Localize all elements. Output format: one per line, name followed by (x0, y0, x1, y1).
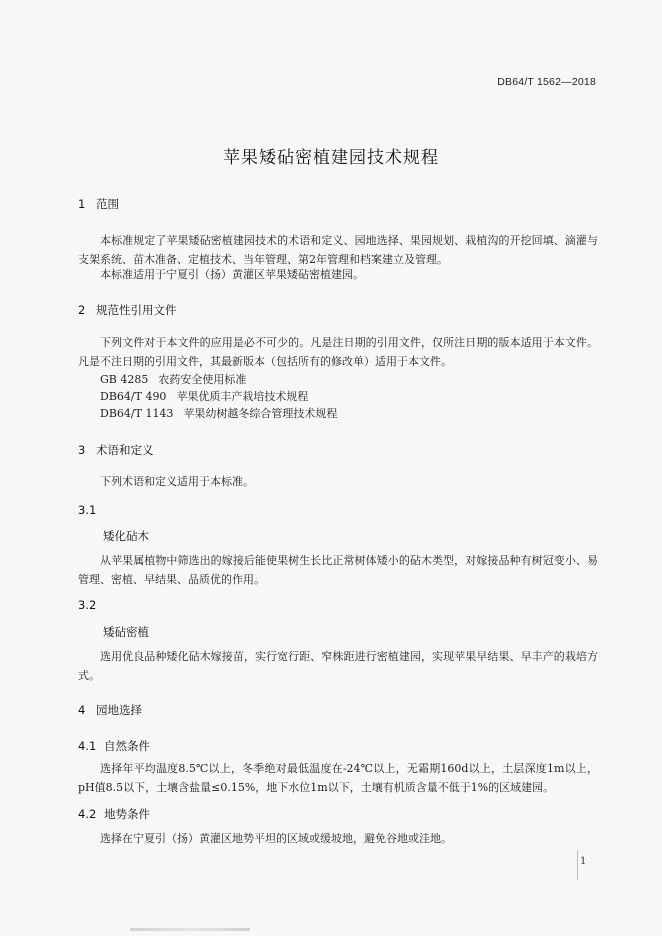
standard-code: DB64/T 1562—2018 (497, 76, 596, 88)
reference-title: 苹果优质丰产栽培技术规程 (176, 390, 309, 403)
subsection-4-1-heading (78, 738, 150, 754)
term-number-3-1: 3.1 (78, 503, 97, 517)
subsection-number: 4.2 (78, 807, 97, 821)
reference-title: 农药安全使用标准 (158, 373, 247, 386)
scan-edge-line (577, 850, 578, 880)
term-number-3-2: 3.2 (78, 598, 97, 612)
section-title: 范围 (96, 197, 119, 211)
section-number: 1 (78, 197, 86, 211)
scope-paragraph-2: 本标准适用于宁夏引（扬）黄灌区苹果矮砧密植建园。 (100, 268, 364, 281)
scan-bottom-artifact (130, 928, 250, 931)
section-4-heading (78, 702, 142, 718)
page-number: 1 (580, 856, 587, 867)
section-number: 2 (78, 303, 86, 317)
section-title: 规范性引用文件 (96, 303, 177, 317)
subsection-4-2-text: 选择在宁夏引（扬）黄灌区地势平坦的区域或缓坡地，避免谷地或洼地。 (100, 832, 452, 845)
section-number: 4 (78, 703, 86, 717)
reference-code: DB64/T 1143 (100, 407, 174, 420)
reference-code: GB 4285 (100, 373, 149, 386)
section-title: 园地选择 (96, 703, 142, 717)
terms-intro: 下列术语和定义适用于本标准。 (100, 475, 254, 488)
subsection-4-2-heading (78, 806, 150, 822)
subsection-title: 地势条件 (104, 807, 150, 821)
section-3-heading (78, 442, 154, 458)
term-name: 矮化砧木 (103, 529, 149, 543)
scope-paragraph-1: 本标准规定了苹果矮砧密植建园技术的术语和定义、园地选择、果园规划、栽植沟的开挖回填、滴灌与支架系统、苗木准备、定植技术、当年管理、第2年管理和档案建立及管理。 (78, 234, 598, 266)
subsection-number: 4.1 (78, 739, 97, 753)
subsection-4-1-text: 选择年平均温度8.5℃以上，冬季绝对最低温度在-24℃以上，无霜期160d以上，土层深度1m以上，pH值8.5以下，土壤含盐量≤0.15%，地下水位1m以下，土壤有机质含量不低于1%的区域建园。 (78, 762, 598, 794)
section-number: 3 (78, 443, 86, 457)
section-2-heading (78, 302, 177, 318)
term-name: 矮砧密植 (103, 625, 149, 639)
reference-item (100, 404, 337, 423)
document-title: 苹果矮砧密植建园技术规程 (223, 148, 439, 168)
references-intro: 下列文件对于本文件的应用是必不可少的。凡是注日期的引用文件，仅所注日期的版本适用于本文件。凡是不注日期的引用文件，其最新版本（包括所有的修改单）适用于本文件。 (78, 336, 598, 368)
reference-code: DB64/T 490 (100, 390, 167, 403)
term-definition: 从苹果属植物中筛选出的嫁接后能使果树生长比正常树体矮小的砧木类型，对嫁接品种有树冠变小、易管理、密植、早结果、品质优的作用。 (78, 554, 598, 586)
subsection-title: 自然条件 (104, 739, 150, 753)
term-definition: 选用优良品种矮化砧木嫁接苗，实行宽行距、窄株距进行密植建园，实现苹果早结果、早丰产的栽培方式。 (78, 650, 598, 682)
section-title: 术语和定义 (96, 443, 154, 457)
reference-title: 苹果幼树越冬综合管理技术规程 (183, 407, 338, 420)
section-1-heading (78, 196, 119, 212)
